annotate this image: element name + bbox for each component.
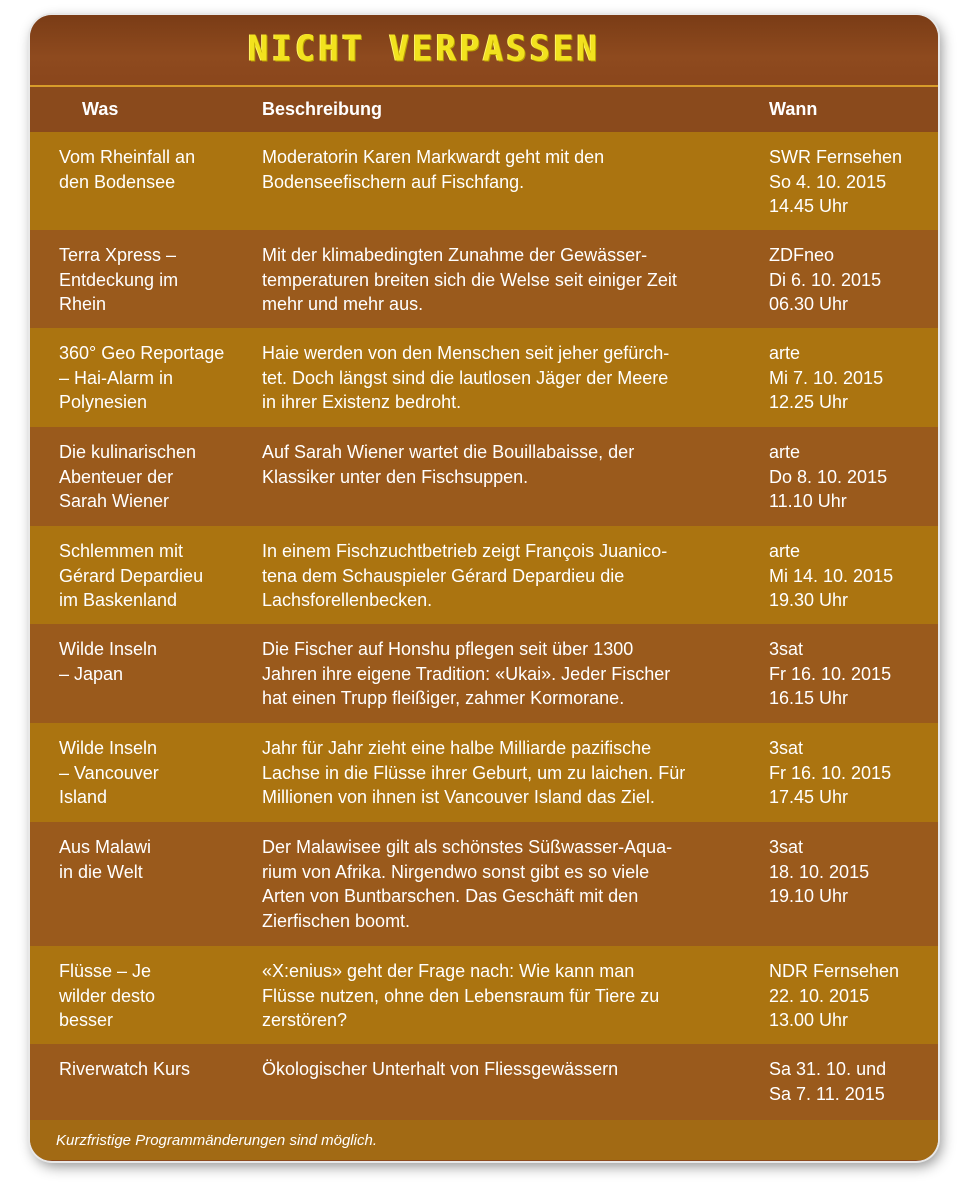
cell-was: Wilde Inseln – Japan bbox=[59, 639, 158, 684]
cell-beschreibung: Der Malawisee gilt als schönstes Süßwasser-Aqua- rium von Afrika. Nirgendwo sonst gibt es so viele Arten von Buntbarschen. Das Geschäft mit den Zierfischen boomt. bbox=[262, 837, 673, 931]
header-beschreibung: Beschreibung bbox=[262, 99, 383, 119]
table-row bbox=[30, 624, 938, 723]
cell-beschreibung: Mit der klimabedingten Zunahme der Gewässer- temperaturen breiten sich die Welse seit einiger Zeit mehr und mehr aus. bbox=[262, 245, 677, 314]
cell-beschreibung: Haie werden von den Menschen seit jeher gefürch- tet. Doch längst sind die lautlosen Jäger der Meere in ihrer Existenz bedroht. bbox=[262, 343, 670, 412]
cell-wann: NDR Fernsehen 22. 10. 2015 13.00 Uhr bbox=[769, 961, 900, 1030]
cell-wann: ZDFneo Di 6. 10. 2015 06.30 Uhr bbox=[769, 245, 882, 314]
table-row bbox=[30, 230, 938, 328]
page-title: NICHT VERPASSEN bbox=[248, 28, 601, 70]
header-wann: Wann bbox=[769, 99, 818, 119]
table-row bbox=[30, 526, 938, 624]
title-bar bbox=[30, 15, 938, 85]
cell-was: Riverwatch Kurs bbox=[59, 1059, 191, 1079]
cell-was: Vom Rheinfall an den Bodensee bbox=[59, 147, 196, 192]
table-row bbox=[30, 1044, 938, 1120]
cell-was: Die kulinarischen Abenteuer der Sarah Wiener bbox=[59, 442, 197, 511]
table-row bbox=[30, 946, 938, 1044]
cell-wann: Sa 31. 10. und Sa 7. 11. 2015 bbox=[769, 1059, 887, 1104]
cell-wann: 3sat Fr 16. 10. 2015 16.15 Uhr bbox=[769, 639, 892, 708]
table-row bbox=[30, 822, 938, 946]
table-row bbox=[30, 723, 938, 822]
program-card bbox=[30, 15, 938, 1161]
cell-wann: SWR Fernsehen So 4. 10. 2015 14.45 Uhr bbox=[769, 147, 903, 216]
table-row bbox=[30, 132, 938, 230]
cell-beschreibung: «X:enius» geht der Frage nach: Wie kann man Flüsse nutzen, ohne den Lebensraum für Tiere zu zerstören? bbox=[262, 961, 660, 1030]
table-row bbox=[30, 328, 938, 427]
cell-wann: arte Do 8. 10. 2015 11.10 Uhr bbox=[769, 442, 888, 511]
cell-beschreibung: Auf Sarah Wiener wartet die Bouillabaisse, der Klassiker unter den Fischsuppen. bbox=[262, 442, 635, 487]
cell-wann: arte Mi 14. 10. 2015 19.30 Uhr bbox=[769, 541, 894, 610]
header-was: Was bbox=[82, 99, 119, 119]
cell-was: Wilde Inseln – Vancouver Island bbox=[59, 738, 159, 807]
cell-wann: 3sat Fr 16. 10. 2015 17.45 Uhr bbox=[769, 738, 892, 807]
table-row bbox=[30, 427, 938, 526]
cell-was: Terra Xpress – Entdeckung im Rhein bbox=[59, 245, 179, 314]
cell-was: Aus Malawi in die Welt bbox=[59, 837, 152, 882]
cell-beschreibung: Moderatorin Karen Markwardt geht mit den Bodenseefischern auf Fischfang. bbox=[262, 147, 605, 192]
table-header bbox=[30, 87, 938, 132]
footer-note bbox=[30, 1120, 938, 1160]
cell-wann: 3sat 18. 10. 2015 19.10 Uhr bbox=[769, 837, 870, 906]
cell-beschreibung: Jahr für Jahr zieht eine halbe Milliarde pazifische Lachse in die Flüsse ihrer Geburt, um zu laichen. Für Millionen von ihnen ist Vancouver Island das Ziel. bbox=[262, 738, 686, 807]
cell-was: 360° Geo Reportage – Hai-Alarm in Polynesien bbox=[59, 343, 225, 412]
cell-wann: arte Mi 7. 10. 2015 12.25 Uhr bbox=[769, 343, 884, 412]
footer-text: Kurzfristige Programmänderungen sind möglich. bbox=[56, 1131, 377, 1149]
cell-was: Schlemmen mit Gérard Depardieu im Baskenland bbox=[59, 541, 204, 610]
cell-beschreibung: In einem Fischzuchtbetrieb zeigt François Juanico- tena dem Schauspieler Gérard Depardieu die Lachsforellenbecken. bbox=[262, 541, 668, 610]
cell-beschreibung: Die Fischer auf Honshu pflegen seit über 1300 Jahren ihre eigene Tradition: «Ukai». Jeder Fischer hat einen Trupp fleißiger, zahmer Kormorane. bbox=[262, 639, 671, 708]
cell-was: Flüsse – Je wilder desto besser bbox=[59, 961, 156, 1030]
cell-beschreibung: Ökologischer Unterhalt von Fliessgewässern bbox=[262, 1059, 619, 1079]
